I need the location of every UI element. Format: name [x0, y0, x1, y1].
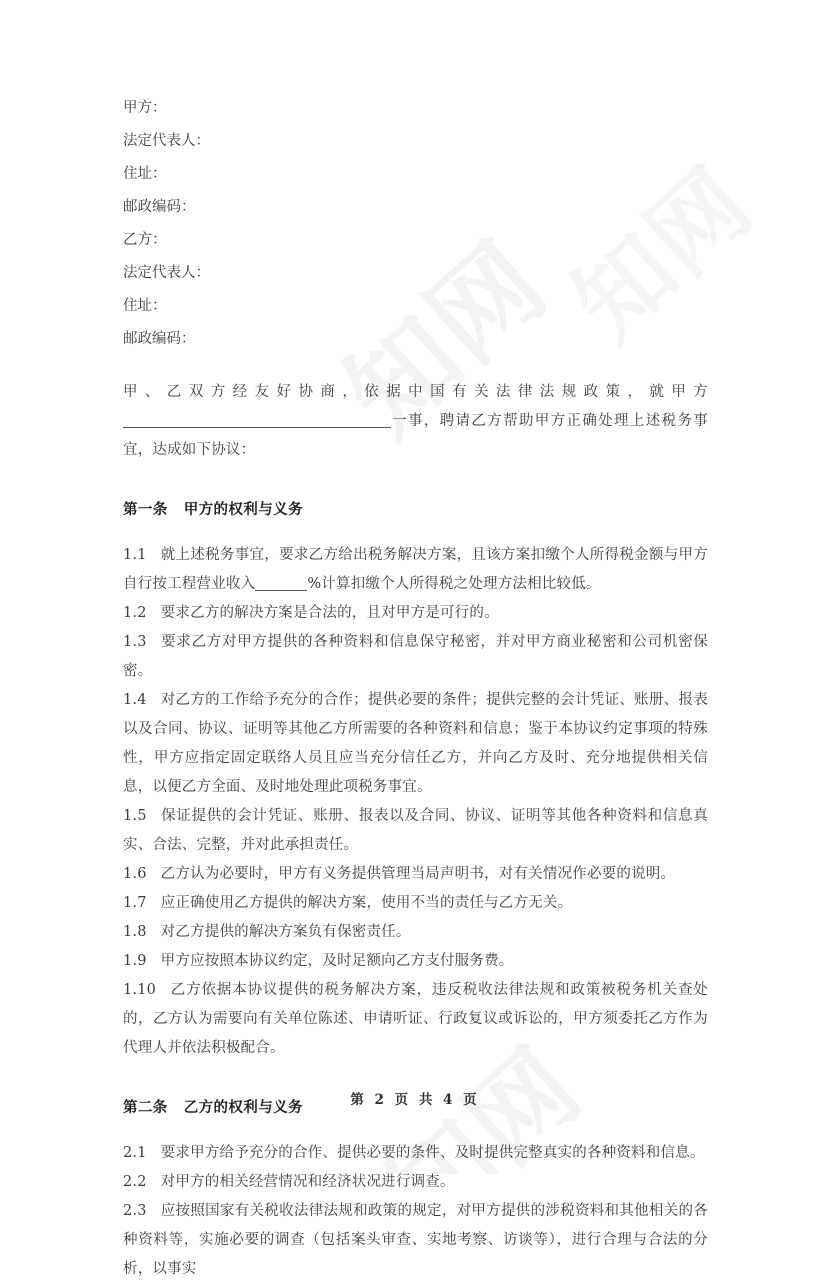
preamble-paragraph [123, 378, 708, 465]
clause-number: 1.9 [123, 953, 147, 969]
spacer [123, 465, 708, 495]
clause-1-8 [123, 918, 708, 947]
spacer [123, 356, 708, 378]
clause-2-3 [123, 1197, 708, 1284]
clause-1-7 [123, 889, 708, 918]
clause-number: 1.8 [123, 924, 147, 940]
party-field: 法定代表人： [123, 133, 210, 149]
section-heading-1 [123, 495, 708, 525]
section-title: 甲方的权利与义务 [183, 501, 303, 518]
clause-text: 要求乙方对甲方提供的各种资料和信息保守秘密，并对甲方商业秘密和公司机密保密。 [123, 634, 708, 679]
party-field: 甲方： [123, 100, 167, 116]
clause-1-4 [123, 686, 708, 802]
section-number: 第二条 [123, 1099, 168, 1116]
clause-number: 2.3 [123, 1203, 147, 1219]
clause-text: 保证提供的会计凭证、账册、报表以及合同、协议、证明等其他各种资料和信息真实、合法、完整，并对此承担责任。 [123, 808, 708, 853]
clause-text-after: %计算扣缴个人所得税之处理方法相比较低。 [307, 576, 601, 592]
preamble-text-before: 甲、乙双方经友好协商，依据中国有关法律法规政策，就甲方 [123, 384, 708, 400]
spacer [123, 525, 708, 541]
party-field: 乙方： [123, 232, 167, 248]
clause-number: 1.1 [123, 547, 147, 563]
clause-1-1 [123, 541, 708, 599]
clause-1-6 [123, 860, 708, 889]
page-footer: 第 2 页 共 4 页 [350, 1092, 480, 1108]
clause-number: 1.4 [123, 692, 147, 708]
clause-number: 1.3 [123, 634, 147, 650]
party-info-block [123, 92, 708, 356]
percentage-blank[interactable] [255, 590, 307, 591]
clause-text: 对甲方的相关经营情况和经济状况进行调查。 [160, 1174, 455, 1190]
clause-1-2 [123, 599, 708, 628]
section-title: 乙方的权利与义务 [183, 1099, 303, 1116]
clause-text: 要求甲方给予充分的合作、提供必要的条件、及时提供完整真实的各种资料和信息。 [160, 1145, 705, 1161]
clause-text: 应按照国家有关税收法律法规和政策的规定，对甲方提供的涉税资料和其他相关的各种资料等，实施必要的调查（包括案头审查、实地考察、访谈等），进行合理与合法的分析，以事实 [123, 1203, 708, 1277]
clause-number: 1.7 [123, 895, 147, 911]
clause-text: 就上述税务事宜，要求乙方给出税务解决方案，且该方案扣缴个人所得税金额与甲方自行按工程营业收入 [123, 547, 708, 592]
clause-1-9 [123, 947, 708, 976]
clause-2-1 [123, 1139, 708, 1168]
clause-number: 2.2 [123, 1174, 147, 1190]
spacer [123, 1123, 708, 1139]
party-field: 邮政编码： [123, 331, 196, 347]
clause-text: 乙方认为必要时，甲方有义务提供管理当局声明书，对有关情况作必要的说明。 [160, 866, 676, 882]
clause-text: 对乙方提供的解决方案负有保密责任。 [160, 924, 411, 940]
clause-text: 甲方应按照本协议约定，及时足额向乙方支付服务费。 [160, 953, 514, 969]
party-field: 住址： [123, 166, 167, 182]
clause-1-5 [123, 802, 708, 860]
clause-text: 应正确使用乙方提供的解决方案，使用不当的责任与乙方无关。 [160, 895, 573, 911]
clause-number: 2.1 [123, 1145, 147, 1161]
clause-text: 对乙方的工作给予充分的合作；提供必要的条件；提供完整的会计凭证、账册、报表以及合同、协议、证明等其他乙方所需要的各种资料和信息；鉴于本协议约定事项的特殊性，甲方应指定固定联络人员且应当充分信任乙方，并向乙方及时、充分地提供相关信息，以便乙方全面、及时地处理此项税务事宜。 [123, 692, 708, 795]
clause-number: 1.2 [123, 605, 147, 621]
clause-number: 1.10 [123, 982, 157, 998]
clause-2-2 [123, 1168, 708, 1197]
section-number: 第一条 [123, 501, 168, 518]
party-field: 邮政编码： [123, 199, 196, 215]
clause-1-3 [123, 628, 708, 686]
clause-number: 1.5 [123, 808, 147, 824]
party-field: 法定代表人： [123, 265, 210, 281]
preamble-text-after: 一事，聘请乙方帮助甲方正确处理上述税务事宜，达成如下协议： [123, 413, 708, 458]
clause-1-10 [123, 976, 708, 1063]
subject-matter-blank[interactable] [123, 427, 391, 428]
clause-text: 要求乙方的解决方案是合法的，且对甲方是可行的。 [160, 605, 499, 621]
clause-text: 乙方依据本协议提供的税务解决方案，违反税收法律法规和政策被税务机关查处的，乙方认为需要向有关单位陈述、申请听证、行政复议或诉讼的，甲方须委托乙方作为代理人并依法积极配合。 [123, 982, 708, 1056]
party-field: 住址： [123, 298, 167, 314]
clause-number: 1.6 [123, 866, 147, 882]
